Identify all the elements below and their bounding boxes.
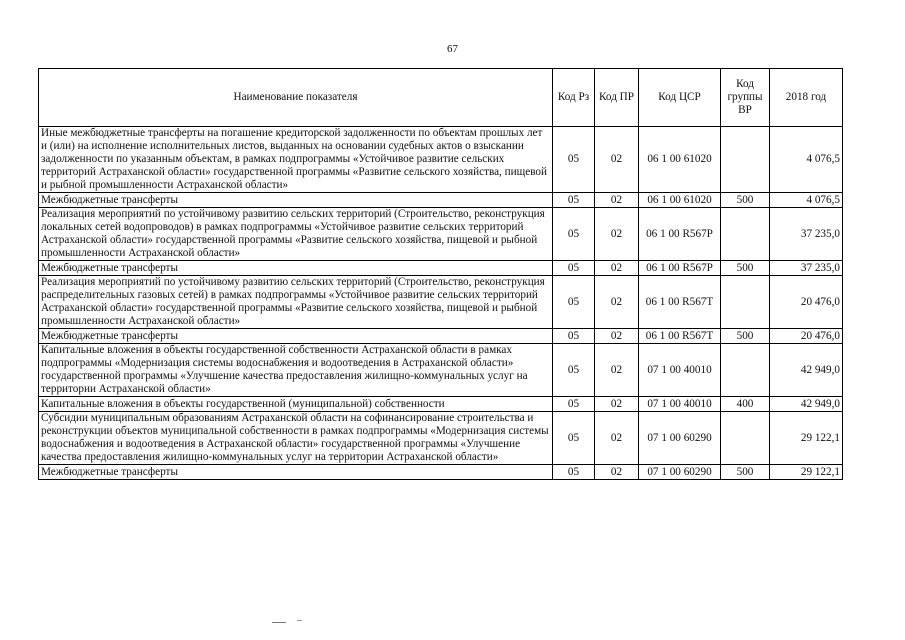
- row-name: Капитальные вложения в объекты государственной (муниципальной) собственности: [39, 397, 553, 412]
- row-rz: 05: [553, 261, 595, 276]
- row-name: Межбюджетные трансферты: [39, 261, 553, 276]
- table-row: [39, 193, 843, 208]
- table-row: [39, 208, 843, 261]
- row-vr: [721, 208, 770, 261]
- row-csr: 06 1 00 61020: [639, 127, 721, 193]
- table-row: [39, 127, 843, 193]
- row-amount: 20 476,0: [770, 329, 843, 344]
- row-pr: 02: [595, 261, 639, 276]
- row-amount: 20 476,0: [770, 276, 843, 329]
- header-vr: Код группы ВР: [721, 69, 770, 127]
- table-row: [39, 397, 843, 412]
- row-vr: 500: [721, 465, 770, 480]
- header-rz: Код Рз: [553, 69, 595, 127]
- row-rz: 05: [553, 412, 595, 465]
- row-vr: 500: [721, 193, 770, 208]
- row-amount: 42 949,0: [770, 397, 843, 412]
- row-csr: 07 1 00 40010: [639, 344, 721, 397]
- row-rz: 05: [553, 465, 595, 480]
- row-pr: 02: [595, 412, 639, 465]
- row-csr: 06 1 00 R567P: [639, 261, 721, 276]
- row-rz: 05: [553, 208, 595, 261]
- row-pr: 02: [595, 465, 639, 480]
- row-csr: 06 1 00 R567P: [639, 208, 721, 261]
- row-amount: 29 122,1: [770, 412, 843, 465]
- row-rz: 05: [553, 329, 595, 344]
- header-year: 2018 год: [770, 69, 843, 127]
- table-row: [39, 261, 843, 276]
- row-rz: 05: [553, 193, 595, 208]
- row-name: Реализация мероприятий по устойчивому развитию сельских территорий (Строительство, реконструкция локальных сетей водопроводов) в рамках подпрограммы «Устойчивое развитие сельских территорий Астраханской области» государственной программы «Развитие сельского хозяйства, пищевой и рыбной промышленности Астраханской области»: [39, 208, 553, 261]
- row-vr: 500: [721, 329, 770, 344]
- row-pr: 02: [595, 208, 639, 261]
- row-csr: 06 1 00 R567T: [639, 329, 721, 344]
- row-amount: 29 122,1: [770, 465, 843, 480]
- scan-mark: [297, 620, 302, 621]
- row-rz: 05: [553, 276, 595, 329]
- row-csr: 06 1 00 R567T: [639, 276, 721, 329]
- row-name: Реализация мероприятий по устойчивому развитию сельских территорий (Строительство, реконструкция распределительных газовых сетей) в рамках подпрограммы «Устойчивое развитие сельских территорий Астраханской области» государственной программы «Развитие сельского хозяйства, пищевой и рыбной промышленности Астраханской области»: [39, 276, 553, 329]
- table-row: [39, 412, 843, 465]
- row-pr: 02: [595, 397, 639, 412]
- row-vr: [721, 412, 770, 465]
- row-name: Межбюджетные трансферты: [39, 329, 553, 344]
- row-amount: 37 235,0: [770, 261, 843, 276]
- row-pr: 02: [595, 127, 639, 193]
- table-header-row: [39, 69, 843, 127]
- row-csr: 07 1 00 40010: [639, 397, 721, 412]
- budget-table: [38, 68, 843, 480]
- row-vr: 400: [721, 397, 770, 412]
- row-pr: 02: [595, 344, 639, 397]
- row-name: Межбюджетные трансферты: [39, 193, 553, 208]
- row-name: Субсидии муниципальным образованиям Астраханской области на софинансирование строительства и реконструкции объектов муниципальной собственности в рамках подпрограммы «Модернизация системы водоснабжения и водоотведения в Астраханской области» государственной программы «Улучшение качества предоставления жилищно-коммунальных услуг на территории Астраханской области»: [39, 412, 553, 465]
- table-row: [39, 329, 843, 344]
- header-csr: Код ЦСР: [639, 69, 721, 127]
- row-name: Межбюджетные трансферты: [39, 465, 553, 480]
- row-vr: [721, 127, 770, 193]
- row-vr: 500: [721, 261, 770, 276]
- row-vr: [721, 344, 770, 397]
- row-csr: 07 1 00 60290: [639, 412, 721, 465]
- row-rz: 05: [553, 397, 595, 412]
- row-name: Иные межбюджетные трансферты на погашение кредиторской задолженности по объектам прошлых лет и (или) на исполнение исполнительных листов, выданных на основании судебных актов о взыскании задолженности по указанным объектам, в рамках подпрограммы «Устойчивое развитие сельских территорий Астраханской области» государственной программы «Развитие сельского хозяйства, пищевой и рыбной промышленности Астраханской области»: [39, 127, 553, 193]
- row-pr: 02: [595, 276, 639, 329]
- row-amount: 37 235,0: [770, 208, 843, 261]
- row-amount: 4 076,5: [770, 193, 843, 208]
- row-pr: 02: [595, 329, 639, 344]
- row-rz: 05: [553, 127, 595, 193]
- scan-mark: [272, 622, 286, 623]
- header-pr: Код ПР: [595, 69, 639, 127]
- header-name: Наименование показателя: [39, 69, 553, 127]
- row-csr: 06 1 00 61020: [639, 193, 721, 208]
- row-rz: 05: [553, 344, 595, 397]
- row-amount: 42 949,0: [770, 344, 843, 397]
- row-amount: 4 076,5: [770, 127, 843, 193]
- table-row: [39, 276, 843, 329]
- row-vr: [721, 276, 770, 329]
- table-row: [39, 465, 843, 480]
- page-number: 67: [447, 43, 458, 55]
- row-name: Капитальные вложения в объекты государственной собственности Астраханской области в рамках подпрограммы «Модернизация системы водоснабжения и водоотведения в Астраханской области» государственной программы «Улучшение качества предоставления жилищно-коммунальных услуг на территории Астраханской области»: [39, 344, 553, 397]
- row-csr: 07 1 00 60290: [639, 465, 721, 480]
- row-pr: 02: [595, 193, 639, 208]
- table-row: [39, 344, 843, 397]
